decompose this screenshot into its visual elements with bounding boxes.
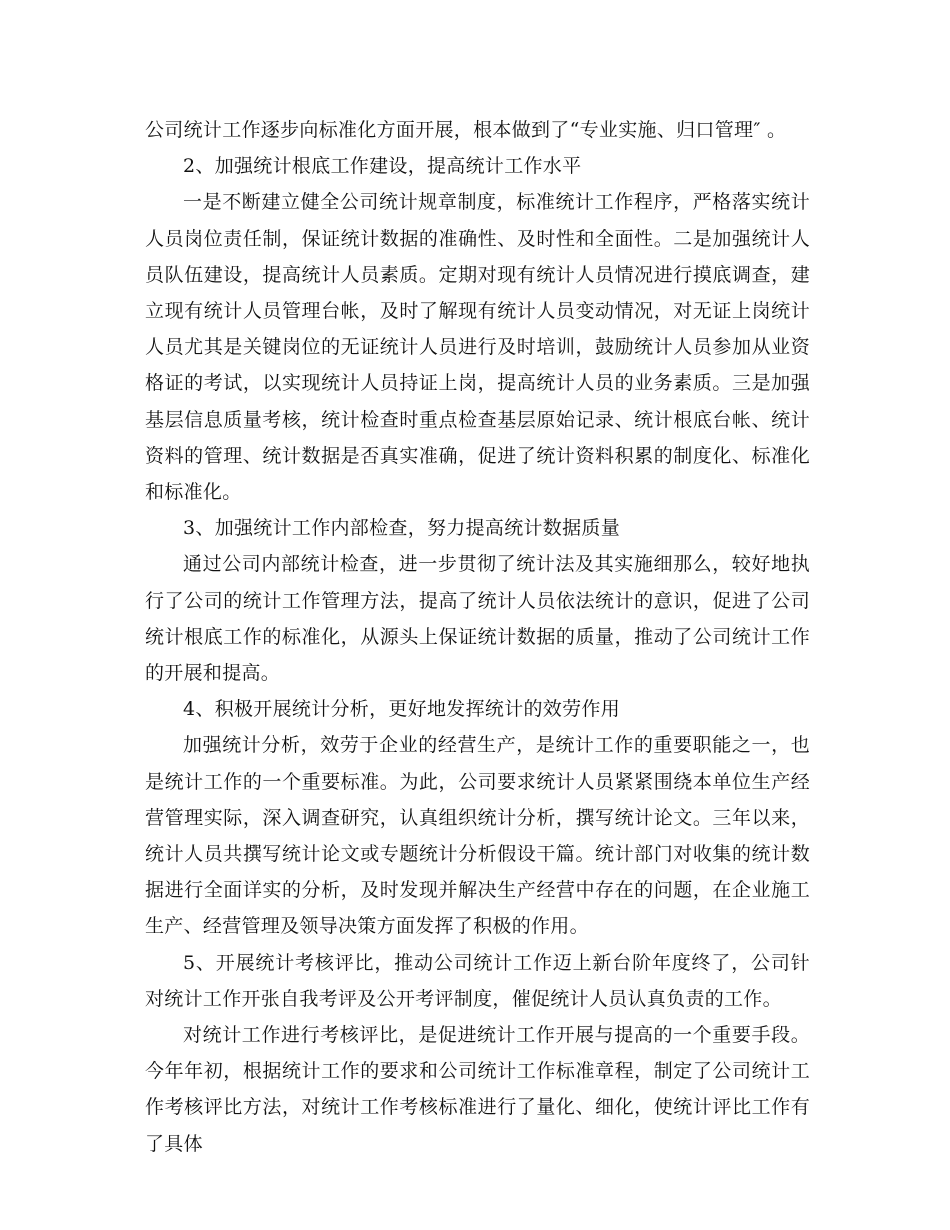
section-heading-3: 3、加强统计工作内部检查，努力提高统计数据质量 [183, 517, 620, 540]
paragraph-continuation: 公司统计工作逐步向标准化方面开展，根本做到了“专业实施、归口管理″ 。 [145, 119, 787, 141]
paragraph-section-4-body: 加强统计分析，效劳于企业的经营生产，是统计工作的重要职能之一，也是统计工作的一个重要标准。为此，公司要求统计人员紧紧围绕本单位生产经营管理实际，深入调查研究，认真组织统计分析，撰写统计论文。三年以来，统计人员共撰写统计论文或专题统计分析假设干篇。统计部门对收集的统计数据进行全面详实的分析，及时发现并解决生产经营中存在的问题，在企业施工生产、经营管理及领导决策方面发挥了积极的作用。 [145, 734, 810, 938]
section-heading-5: 5、开展统计考核评比，推动公司统计工作迈上新台阶年度终了，公司针对统计工作开张自我考评及公开考评制度，催促统计人员认真负责的工作。 [145, 951, 810, 1010]
paragraph-section-2-body: 一是不断建立健全公司统计规章制度，标准统计工作程序，严格落实统计人员岗位责任制，保证统计数据的准确性、及时性和全面性。二是加强统计人员队伍建设，提高统计人员素质。定期对现有统计人员情况进行摸底调查，建立现有统计人员管理台帐，及时了解现有统计人员变动情况，对无证上岗统计人员尤其是关键岗位的无证统计人员进行及时培训，鼓励统计人员参加从业资格证的考试，以实现统计人员持证上岗，提高统计人员的业务素质。三是加强基层信息质量考核，统计检查时重点检查基层原始记录、统计根底台帐、统计资料的管理、统计数据是否真实准确，促进了统计资料积累的制度化、标准化和标准化。 [145, 191, 810, 504]
section-heading-2: 2、加强统计根底工作建设，提高统计工作水平 [183, 155, 582, 178]
paragraph-section-3-body: 通过公司内部统计检查，进一步贯彻了统计法及其实施细那么，较好地执行了公司的统计工作管理方法，提高了统计人员依法统计的意识，促进了公司统计根底工作的标准化，从源头上保证统计数据的质量，推动了公司统计工作的开展和提高。 [145, 553, 810, 685]
paragraph-section-5-body: 对统计工作进行考核评比，是促进统计工作开展与提高的一个重要手段。今年年初，根据统计工作的要求和公司统计工作标准章程，制定了公司统计工作考核评比方法，对统计工作考核标准进行了量化、细化，使统计评比工作有了具体 [145, 1024, 810, 1155]
section-heading-4: 4、积极开展统计分析，更好地发挥统计的效劳作用 [183, 698, 620, 721]
document-body [145, 112, 810, 1162]
